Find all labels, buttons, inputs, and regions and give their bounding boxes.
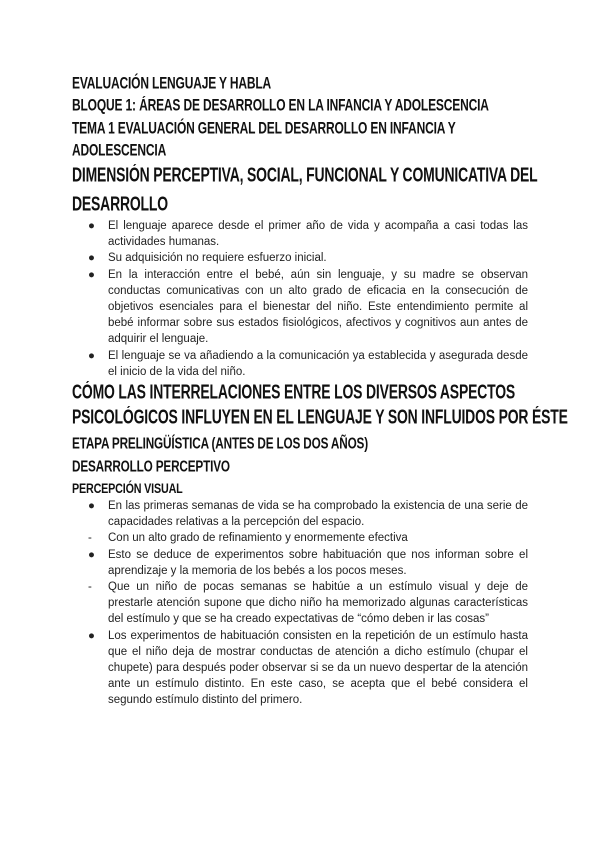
bullet-marker: ●: [88, 500, 95, 512]
list-item: [72, 628, 528, 709]
stage-heading: ETAPA PRELINGÜÍSTICA (ANTES DE LOS DOS AÑOS): [72, 434, 368, 452]
list-item-text: Esto se deduce de experimentos sobre habituación que nos informan sobre el aprendizaje y la memoria de los bebés a los pocos meses.: [108, 548, 528, 577]
bullet-marker: ●: [88, 629, 95, 642]
bullet-marker: ●: [88, 252, 95, 265]
bullet-list-2: [72, 498, 528, 709]
list-item-text: En las primeras semanas de vida se ha comprobado la existencia de una serie de capacidades relativas a la percepción del espacio.: [108, 500, 528, 529]
dash-marker: -: [88, 581, 92, 594]
doc-title: EVALUACIÓN LENGUAJE Y HABLA: [72, 74, 272, 94]
section-heading-2-line1: CÓMO LAS INTERRELACIONES ENTRE LOS DIVERSOS ASPECTOS: [72, 381, 516, 404]
subsubsection-heading: PERCEPCIÓN VISUAL: [72, 481, 183, 497]
list-item: [72, 547, 528, 579]
list-item-text: El lenguaje aparece desde el primer año de vida y acompaña a casi todas las actividades humanas.: [108, 220, 528, 249]
list-item-text: Su adquisición no requiere esfuerzo inicial.: [108, 252, 327, 265]
list-item: [72, 498, 528, 530]
subsection-heading: DESARROLLO PERCEPTIVO: [72, 457, 230, 475]
bullet-marker: ●: [88, 548, 95, 561]
list-item-text: Que un niño de pocas semanas se habitúe a un estímulo visual y deje de prestarle atención supone que dicho niño ha memorizado algunas características del estímulo y que se ha creado expectativas de “cómo deben ir las cosas”: [108, 581, 528, 626]
list-item: [72, 530, 528, 546]
list-item: [72, 348, 528, 380]
block-heading: BLOQUE 1: ÁREAS DE DESARROLLO EN LA INFANCIA Y ADOLESCENCIA: [72, 96, 489, 116]
section-heading-2-line2: PSICOLÓGICOS INFLUYEN EN EL LENGUAJE Y SON INFLUIDOS POR ÉSTE: [72, 406, 568, 429]
list-item: [72, 250, 528, 266]
list-item-text: Con un alto grado de refinamiento y enormemente efectiva: [108, 532, 408, 545]
list-item: [72, 579, 528, 628]
section-heading-1-line2: DESARROLLO: [72, 193, 168, 216]
bullet-marker: ●: [88, 349, 95, 362]
list-item-text: El lenguaje se va añadiendo a la comunicación ya establecida y asegurada desde el inicio de la vida del niño.: [108, 349, 528, 378]
bullet-list-1: [72, 218, 528, 380]
list-item: [72, 218, 528, 250]
list-item-text: En la interacción entre el bebé, aún sin lenguaje, y su madre se observan conductas comunicativas con un alto grado de eficacia en la consecución de objetivos esenciales para el bienestar del niño. Este entendimiento permite al bebé informar sobre sus estados fisiológicos, afectivos y cognitivos aun antes de adquirir el lenguaje.: [108, 268, 528, 346]
dash-marker: -: [88, 532, 92, 545]
list-item: [72, 267, 528, 348]
topic-heading-line1: TEMA 1 EVALUACIÓN GENERAL DEL DESARROLLO EN INFANCIA Y: [72, 119, 456, 139]
list-item-text: Los experimentos de habituación consisten en la repetición de un estímulo hasta que el niño deja de mostrar conductas de atención a dicho estímulo (chupar el chupete) para después poder observar si se da un nuevo despertar de la atención ante un estímulo distinto. En este caso, se acepta que el bebé considera el segundo estímulo distinto del primero.: [108, 629, 528, 707]
bullet-marker: ●: [88, 268, 95, 281]
topic-heading-line2: ADOLESCENCIA: [72, 141, 167, 161]
section-heading-1-line1: DIMENSIÓN PERCEPTIVA, SOCIAL, FUNCIONAL Y COMUNICATIVA DEL: [72, 164, 538, 187]
bullet-marker: ●: [88, 220, 95, 232]
